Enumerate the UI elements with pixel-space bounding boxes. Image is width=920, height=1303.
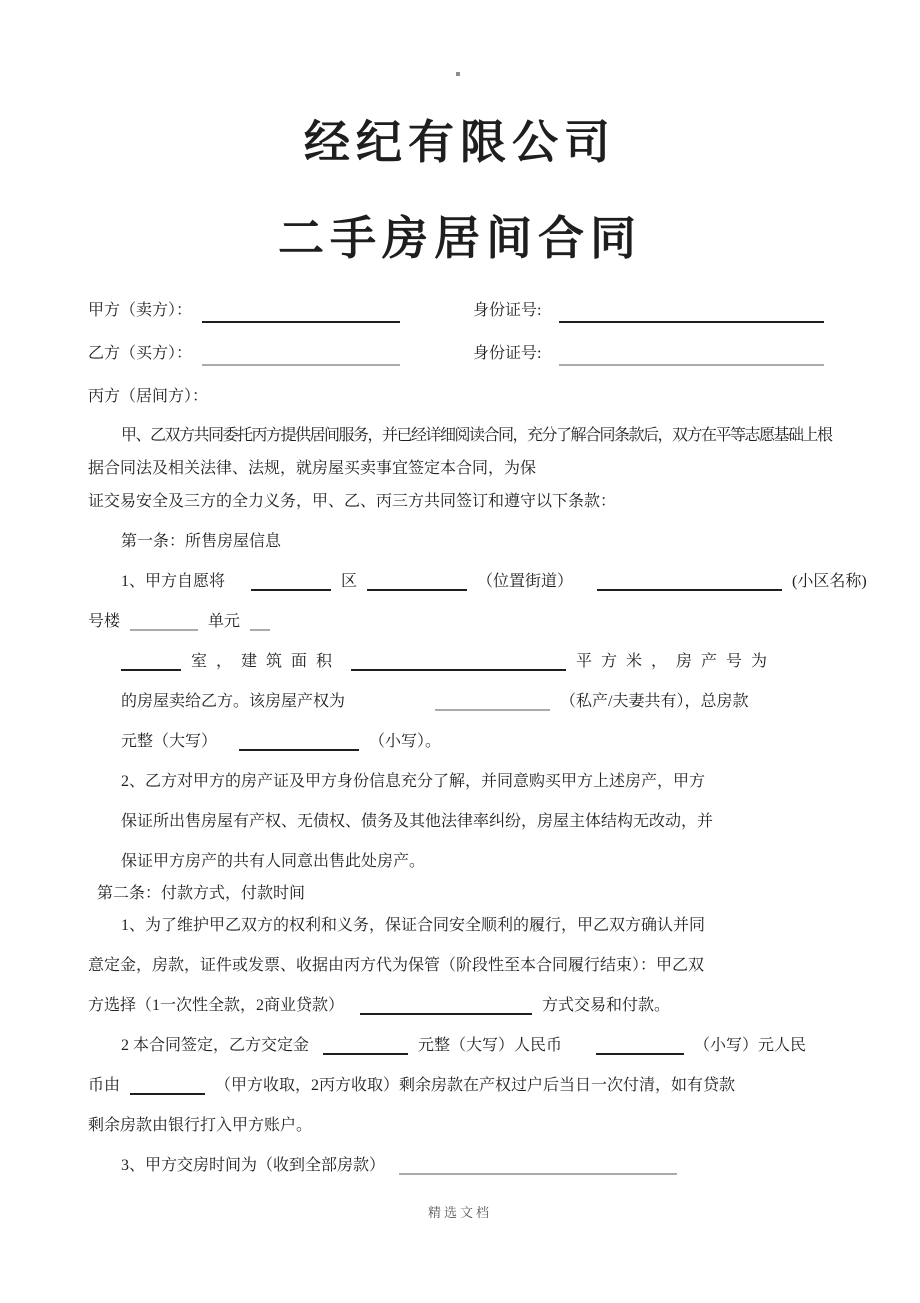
party-b-id-group	[473, 330, 834, 373]
party-b-name-blank	[202, 338, 400, 366]
intro-line-1: 甲、乙双方共同委托丙方提供居间服务，并已经详细阅读合同，充分了解合同条款后，双方在平等志愿基础上根	[121, 426, 832, 444]
article-1-item-2-line-2: 保证所出售房屋有产权、无债权、债务及其他法律率纠纷，房屋主体结构无改动，并	[121, 812, 714, 830]
unit-number-blank	[250, 607, 270, 631]
party-a-id-label: 身份证号:	[473, 302, 542, 319]
district-blank	[251, 567, 331, 591]
room-number-blank	[121, 647, 181, 671]
ownership-type-blank	[435, 687, 550, 711]
handover-date-blank	[399, 1151, 677, 1175]
intro-line-2: 据合同法及相关法律、法规，就房屋买卖事宜签定本合同，为保	[88, 459, 537, 477]
page-subtitle: 二手房居间合同	[278, 213, 642, 264]
party-b-id-label: 身份证号:	[473, 345, 542, 362]
contract-body	[88, 413, 867, 1183]
party-a-row	[88, 287, 836, 330]
floor-area-blank	[351, 647, 566, 671]
article-2-item-2-line-1: 2 本合同签定，乙方交定金 元整（大写）人民币 （小写）元人民	[88, 1023, 848, 1063]
party-a-label: 甲方（卖方）：	[88, 302, 193, 319]
article-1-item-1-line-4: 的房屋卖给乙方。该房屋产权为 （私产/夫妻共有），总房款	[88, 679, 848, 719]
stray-mark-dot	[456, 72, 460, 76]
article-1-item-1-line-5: 元整（大写） （小写）。	[88, 719, 848, 759]
deposit-holder-blank	[130, 1071, 205, 1095]
price-numeral-blank	[239, 727, 359, 751]
party-c-label: 丙方（居间方）：	[88, 388, 209, 405]
party-c-row	[88, 373, 836, 416]
party-b-label: 乙方（买方）：	[88, 345, 193, 362]
article-2-item-1-line-3: 方选择（1一次性全款，2商业贷款） 方式交易和付款。	[88, 983, 848, 1023]
article-2-item-1-line-2: 意定金，房款，证件或发票、收据由丙方代为保管（阶段性至本合同履行结束）：甲乙双	[88, 956, 705, 974]
party-a-id-group	[473, 287, 834, 330]
building-number-blank	[130, 607, 198, 631]
payment-method-blank	[360, 991, 532, 1015]
deposit-words-blank	[323, 1031, 408, 1055]
article-2-item-2-line-3: 剩余房款由银行打入甲方账户。	[88, 1116, 313, 1134]
article-1-item-2-line-3: 保证甲方房产的共有人同意出售此处房产。	[121, 852, 426, 870]
party-b-id-blank	[559, 338, 824, 366]
page-title: 经纪有限公司	[304, 117, 616, 168]
article-2-item-3-line-1: 3、甲方交房时间为（收到全部房款）	[88, 1143, 848, 1183]
article-1-item-1-line-1: 1、甲方自愿将 区 （位置街道） (小区名称)	[88, 559, 848, 599]
article-1-title: 第一条：所售房屋信息	[121, 532, 282, 550]
party-a-name-blank	[202, 295, 400, 323]
article-1-item-1-line-2: 号楼 单元	[88, 599, 848, 639]
party-a-id-blank	[559, 295, 824, 323]
article-2-item-1-line-1: 1、为了维护甲乙双方的权利和义务，保证合同安全顺利的履行，甲乙双方确认并同	[121, 916, 706, 934]
article-1-item-1-line-3: 室，建筑面积 平方米，房产号为	[88, 639, 848, 679]
community-name-blank	[597, 567, 782, 591]
intro-line-3: 证交易安全及三方的全力义务，甲、乙、丙三方共同签订和遵守以下条款：	[88, 492, 617, 510]
article-2-title: 第二条：付款方式，付款时间	[97, 884, 306, 902]
article-1-item-2-line-1: 2、乙方对甲方的房产证及甲方身份信息充分了解，并同意购买甲方上述房产，甲方	[121, 772, 706, 790]
parties-section	[88, 287, 836, 416]
footer-label: 精选文档	[427, 1205, 492, 1220]
party-b-row	[88, 330, 836, 373]
deposit-numeral-blank	[596, 1031, 684, 1055]
article-2-item-2-line-2: 币由 （甲方收取，2丙方收取）剩余房款在产权过户后当日一次付清，如有贷款	[88, 1063, 848, 1103]
street-blank	[367, 567, 467, 591]
